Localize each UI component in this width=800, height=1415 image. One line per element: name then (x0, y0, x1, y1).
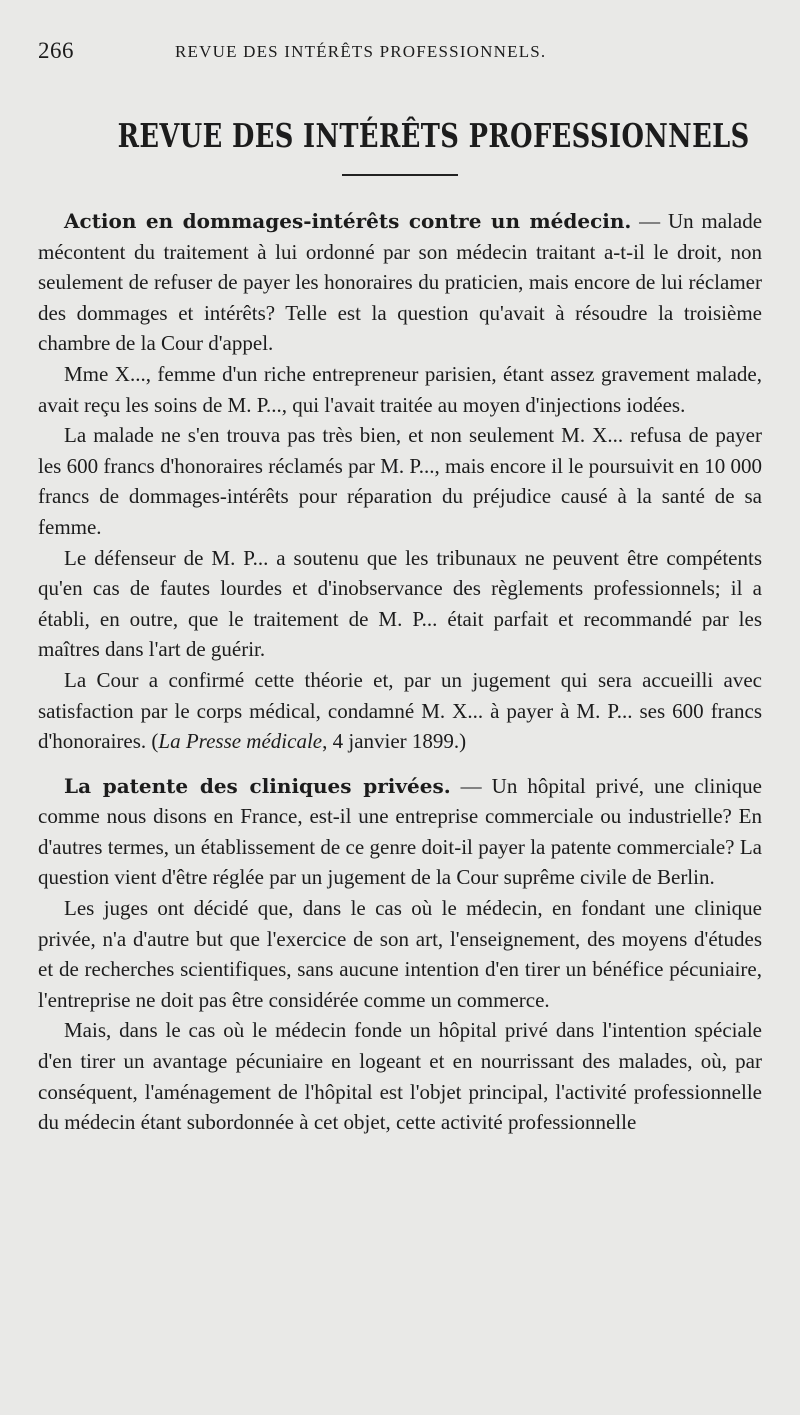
section-paragraph (38, 771, 762, 893)
page-title: REVUE DES INTÉRÊTS PROFESSIONNELS (117, 116, 750, 155)
citation-source: La Presse médicale (158, 729, 323, 754)
section-paragraph: Mme X..., femme d'un riche entrepreneur parisien, étant assez gravement malade, avait reçu les soins de M. P..., qui l'avait traitée au moyen d'injections iodées. (38, 361, 762, 417)
page-number: 266 (38, 38, 74, 63)
section-paragraph: Le défenseur de M. P... a soutenu que les tribunaux ne peuvent être compétents qu'en cas de fautes lourdes et d'inobservance des règlements professionnels; il a établi, en outre, que le traitement de M. P... était parfait et recommandé par les maîtres dans l'art de guérir. (38, 545, 762, 662)
section-paragraph: Mais, dans le cas où le médecin fonde un hôpital privé dans l'intention spéciale d'en tirer un avantage pécuniaire en logeant et en nourrissant des malades, où, par conséquent, l'aménagement de l'hôpital est l'objet principal, l'activité professionnelle du médecin étant subordonnée à cet objet, cette activité professionnelle (38, 1018, 762, 1135)
heading-dash: — (450, 773, 492, 798)
paragraph-text: Un malade mécontent du traitement à lui ordonné par son médecin traitant a-t-il le droit, non seulement de refuser de payer les honoraires du praticien, mais encore de lui réclamer des dommages et intérêts? Telle est la question qu'avait à résoudre la troisième chambre de la Cour d'appel. (38, 209, 763, 356)
section-paragraph (38, 206, 762, 359)
running-title: REVUE DES INTÉRÊTS PROFESSIONNELS. (175, 42, 547, 61)
section-heading: Action en dommages-intérêts contre un médecin. (64, 209, 632, 233)
section-action-dommages (38, 206, 762, 757)
title-rule (342, 174, 458, 176)
section-paragraph (38, 665, 762, 757)
paragraph-text: Un hôpital privé, une clinique comme nous disons en France, est-il une entreprise commerciale ou industrielle? En d'autres termes, un établissement de ce genre doit-il payer la patente commerciale? La question vient d'être réglée par un jugement de la Cour suprême civile de Berlin. (38, 773, 763, 890)
section-heading: La patente des cliniques privées. (64, 773, 451, 798)
running-header (38, 36, 762, 70)
citation-date: , 4 janvier 1899.) (322, 729, 467, 754)
section-patente-cliniques (38, 771, 762, 1138)
section-paragraph: La malade ne s'en trouva pas très bien, et non seulement M. X... refusa de payer les 600 francs d'honoraires réclamés par M. P..., mais encore il le poursuivit en 10 000 francs de dommages-intérêts pour réparation du préjudice causé à la santé de sa femme. (38, 423, 762, 539)
heading-dash: — (631, 209, 668, 233)
paragraph-text: La Cour a confirmé cette théorie et, par un jugement qui sera accueilli avec satisfaction par le corps médical, condamné M. X... à payer à M. P... ses 600 francs d'honoraires. ( (38, 667, 762, 754)
section-paragraph: Les juges ont décidé que, dans le cas où le médecin, en fondant une clinique privée, n'a d'autre but que l'exercice de son art, l'enseignement, des moyens d'études et de recherches scientifiques, sans aucune intention d'en tirer un bénéfice pécuniaire, l'entreprise ne doit pas être considérée comme un commerce. (38, 896, 762, 1012)
